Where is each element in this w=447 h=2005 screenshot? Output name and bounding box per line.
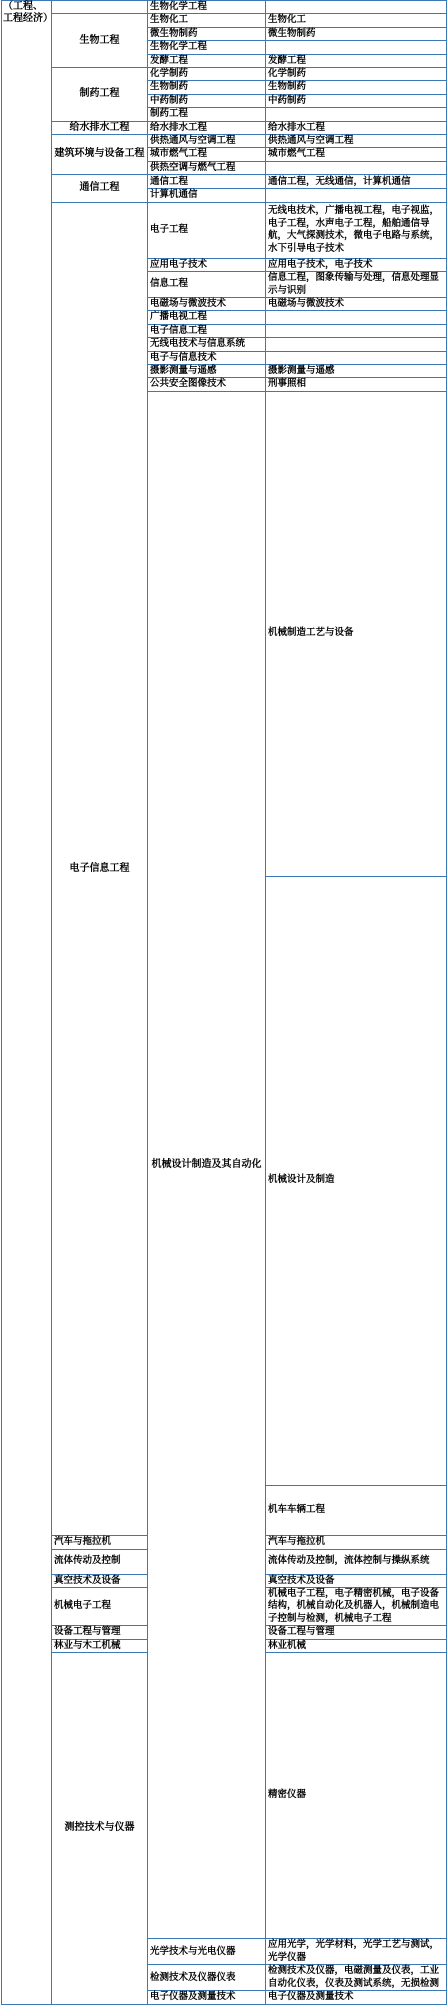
- major-table: [1, 0, 447, 2005]
- major-name: 制药工程: [148, 108, 266, 121]
- major-name: 城市燃气工程: [148, 148, 266, 161]
- major-name: 汽车与拖拉机: [52, 1536, 148, 1549]
- former-major-names: 城市燃气工程: [266, 148, 447, 161]
- major-name: 供热通风与空调工程: [148, 135, 266, 148]
- former-major-names: 林业机械: [266, 1639, 447, 1652]
- table-row: [2, 202, 447, 258]
- former-major-names: 应用光学，光学材料，光学工艺与测试，光学仪器: [266, 1939, 447, 1965]
- major-group: 机械设计制造及其自动化: [148, 391, 266, 1939]
- former-major-names: 应用电子技术，电子技术: [266, 258, 447, 271]
- major-name: 光学技术与光电仪器: [148, 1939, 266, 1965]
- major-name: 生物化学工程: [148, 1, 266, 14]
- major-group: 建筑环境与设备工程: [52, 135, 148, 175]
- major-group: 通信工程: [52, 175, 148, 202]
- former-major-names: [266, 189, 447, 202]
- major-name: 电子仪器及测量技术: [148, 1991, 266, 2004]
- major-name: 流体传动及控制: [52, 1549, 148, 1574]
- table-row: [2, 121, 447, 134]
- former-major-names: [266, 351, 447, 364]
- major-name: 电磁场与微波技术: [148, 297, 266, 310]
- major-name: 发酵工程: [148, 54, 266, 67]
- group-cell-empty: [52, 1, 148, 14]
- major-name: 生物化学工程: [148, 41, 266, 54]
- major-name: 精密仪器: [266, 1652, 447, 1938]
- former-major-names: 信息工程，图象传输与处理，信息处理显示与识别: [266, 272, 447, 298]
- major-name: 检测技术及仪器仪表: [148, 1965, 266, 1991]
- former-major-names: 生物化工: [266, 14, 447, 27]
- major-group: 测控技术与仪器: [52, 1652, 148, 2004]
- former-major-names: 通信工程，无线通信，计算机通信: [266, 175, 447, 189]
- major-name: 设备工程与管理: [52, 1626, 148, 1639]
- table-row: [2, 175, 447, 189]
- former-major-names: 化学制药: [266, 68, 447, 81]
- major-group: 生物工程: [52, 14, 148, 68]
- former-major-names: 检测技术及仪器，电磁测量及仪表，工业自动化仪表，仪表及测试系统，无损检测: [266, 1965, 447, 1991]
- major-table-body: [2, 1, 447, 2005]
- former-major-names: 真空技术及设备: [266, 1574, 447, 1587]
- former-major-names: 电子仪器及测量技术: [266, 1991, 447, 2004]
- major-name: 应用电子技术: [148, 258, 266, 271]
- major-name: 电子工程: [148, 202, 266, 258]
- table-row: [2, 135, 447, 148]
- major-name: 供热空调与燃气工程: [148, 161, 266, 174]
- major-group: 给水排水工程: [52, 121, 148, 134]
- table-row: [2, 1, 447, 14]
- major-name: 生物化工: [148, 14, 266, 27]
- former-major-names: 设备工程与管理: [266, 1626, 447, 1639]
- major-group: 制药工程: [52, 68, 148, 122]
- former-major-names: 汽车与拖拉机: [266, 1536, 447, 1549]
- table-row: [2, 68, 447, 81]
- former-major-names: 供热通风与空调工程: [266, 135, 447, 148]
- major-name: 微生物制药: [148, 27, 266, 40]
- major-name: 电子信息工程: [148, 324, 266, 337]
- major-name: 计算机通信: [148, 189, 266, 202]
- former-major-names: [266, 1, 447, 14]
- former-major-names: 给水排水工程: [266, 121, 447, 134]
- former-major-names: 摄影测量与遥感: [266, 364, 447, 377]
- major-name: 机械电子工程: [52, 1587, 148, 1625]
- former-major-names: 流体传动及控制，流体控制与操纵系统: [266, 1549, 447, 1574]
- former-major-names: [266, 41, 447, 54]
- former-major-names: 生物制药: [266, 81, 447, 94]
- discipline-label: （工程、工程经济）: [2, 1, 52, 2005]
- major-name: 给水排水工程: [148, 121, 266, 134]
- major-name: 摄影测量与遥感: [148, 364, 266, 377]
- major-name: 信息工程: [148, 272, 266, 298]
- major-name: 中药制药: [148, 94, 266, 107]
- table-row: [2, 14, 447, 27]
- former-major-names: [266, 161, 447, 174]
- former-major-names: 发酵工程: [266, 54, 447, 67]
- major-name: 无线电技术与信息系统: [148, 338, 266, 351]
- former-major-names: 无线电技术，广播电视工程，电子视监，电子工程，水声电子工程，船舶通信导航，大气探测技术，微电子电路与系统，水下引导电子技术: [266, 202, 447, 258]
- major-name: 生物制药: [148, 81, 266, 94]
- former-major-names: 中药制药: [266, 94, 447, 107]
- former-major-names: 机械电子工程，电子精密机械，电子设备结构，机械自动化及机器人，机械制造电子控制与检测，机械电子工程: [266, 1587, 447, 1625]
- former-major-names: [266, 338, 447, 351]
- former-major-names: [266, 311, 447, 324]
- former-major-names: 微生物制药: [266, 27, 447, 40]
- major-name: 真空技术及设备: [52, 1574, 148, 1587]
- former-major-names: [266, 324, 447, 337]
- major-name: 林业与木工机械: [52, 1639, 148, 1652]
- former-major-names: [266, 108, 447, 121]
- major-name: 广播电视工程: [148, 311, 266, 324]
- former-major-names: 电磁场与微波技术: [266, 297, 447, 310]
- former-major-names: 刑事照相: [266, 378, 447, 391]
- major-name: 机械制造工艺与设备: [266, 391, 447, 876]
- major-name: 机械设计及制造: [266, 876, 447, 1485]
- major-name: 化学制药: [148, 68, 266, 81]
- major-name: 公共安全图像技术: [148, 378, 266, 391]
- major-name: 电子与信息技术: [148, 351, 266, 364]
- major-group: 电子信息工程: [52, 202, 148, 1535]
- major-name: 通信工程: [148, 175, 266, 189]
- major-name: 机车车辆工程: [266, 1485, 447, 1536]
